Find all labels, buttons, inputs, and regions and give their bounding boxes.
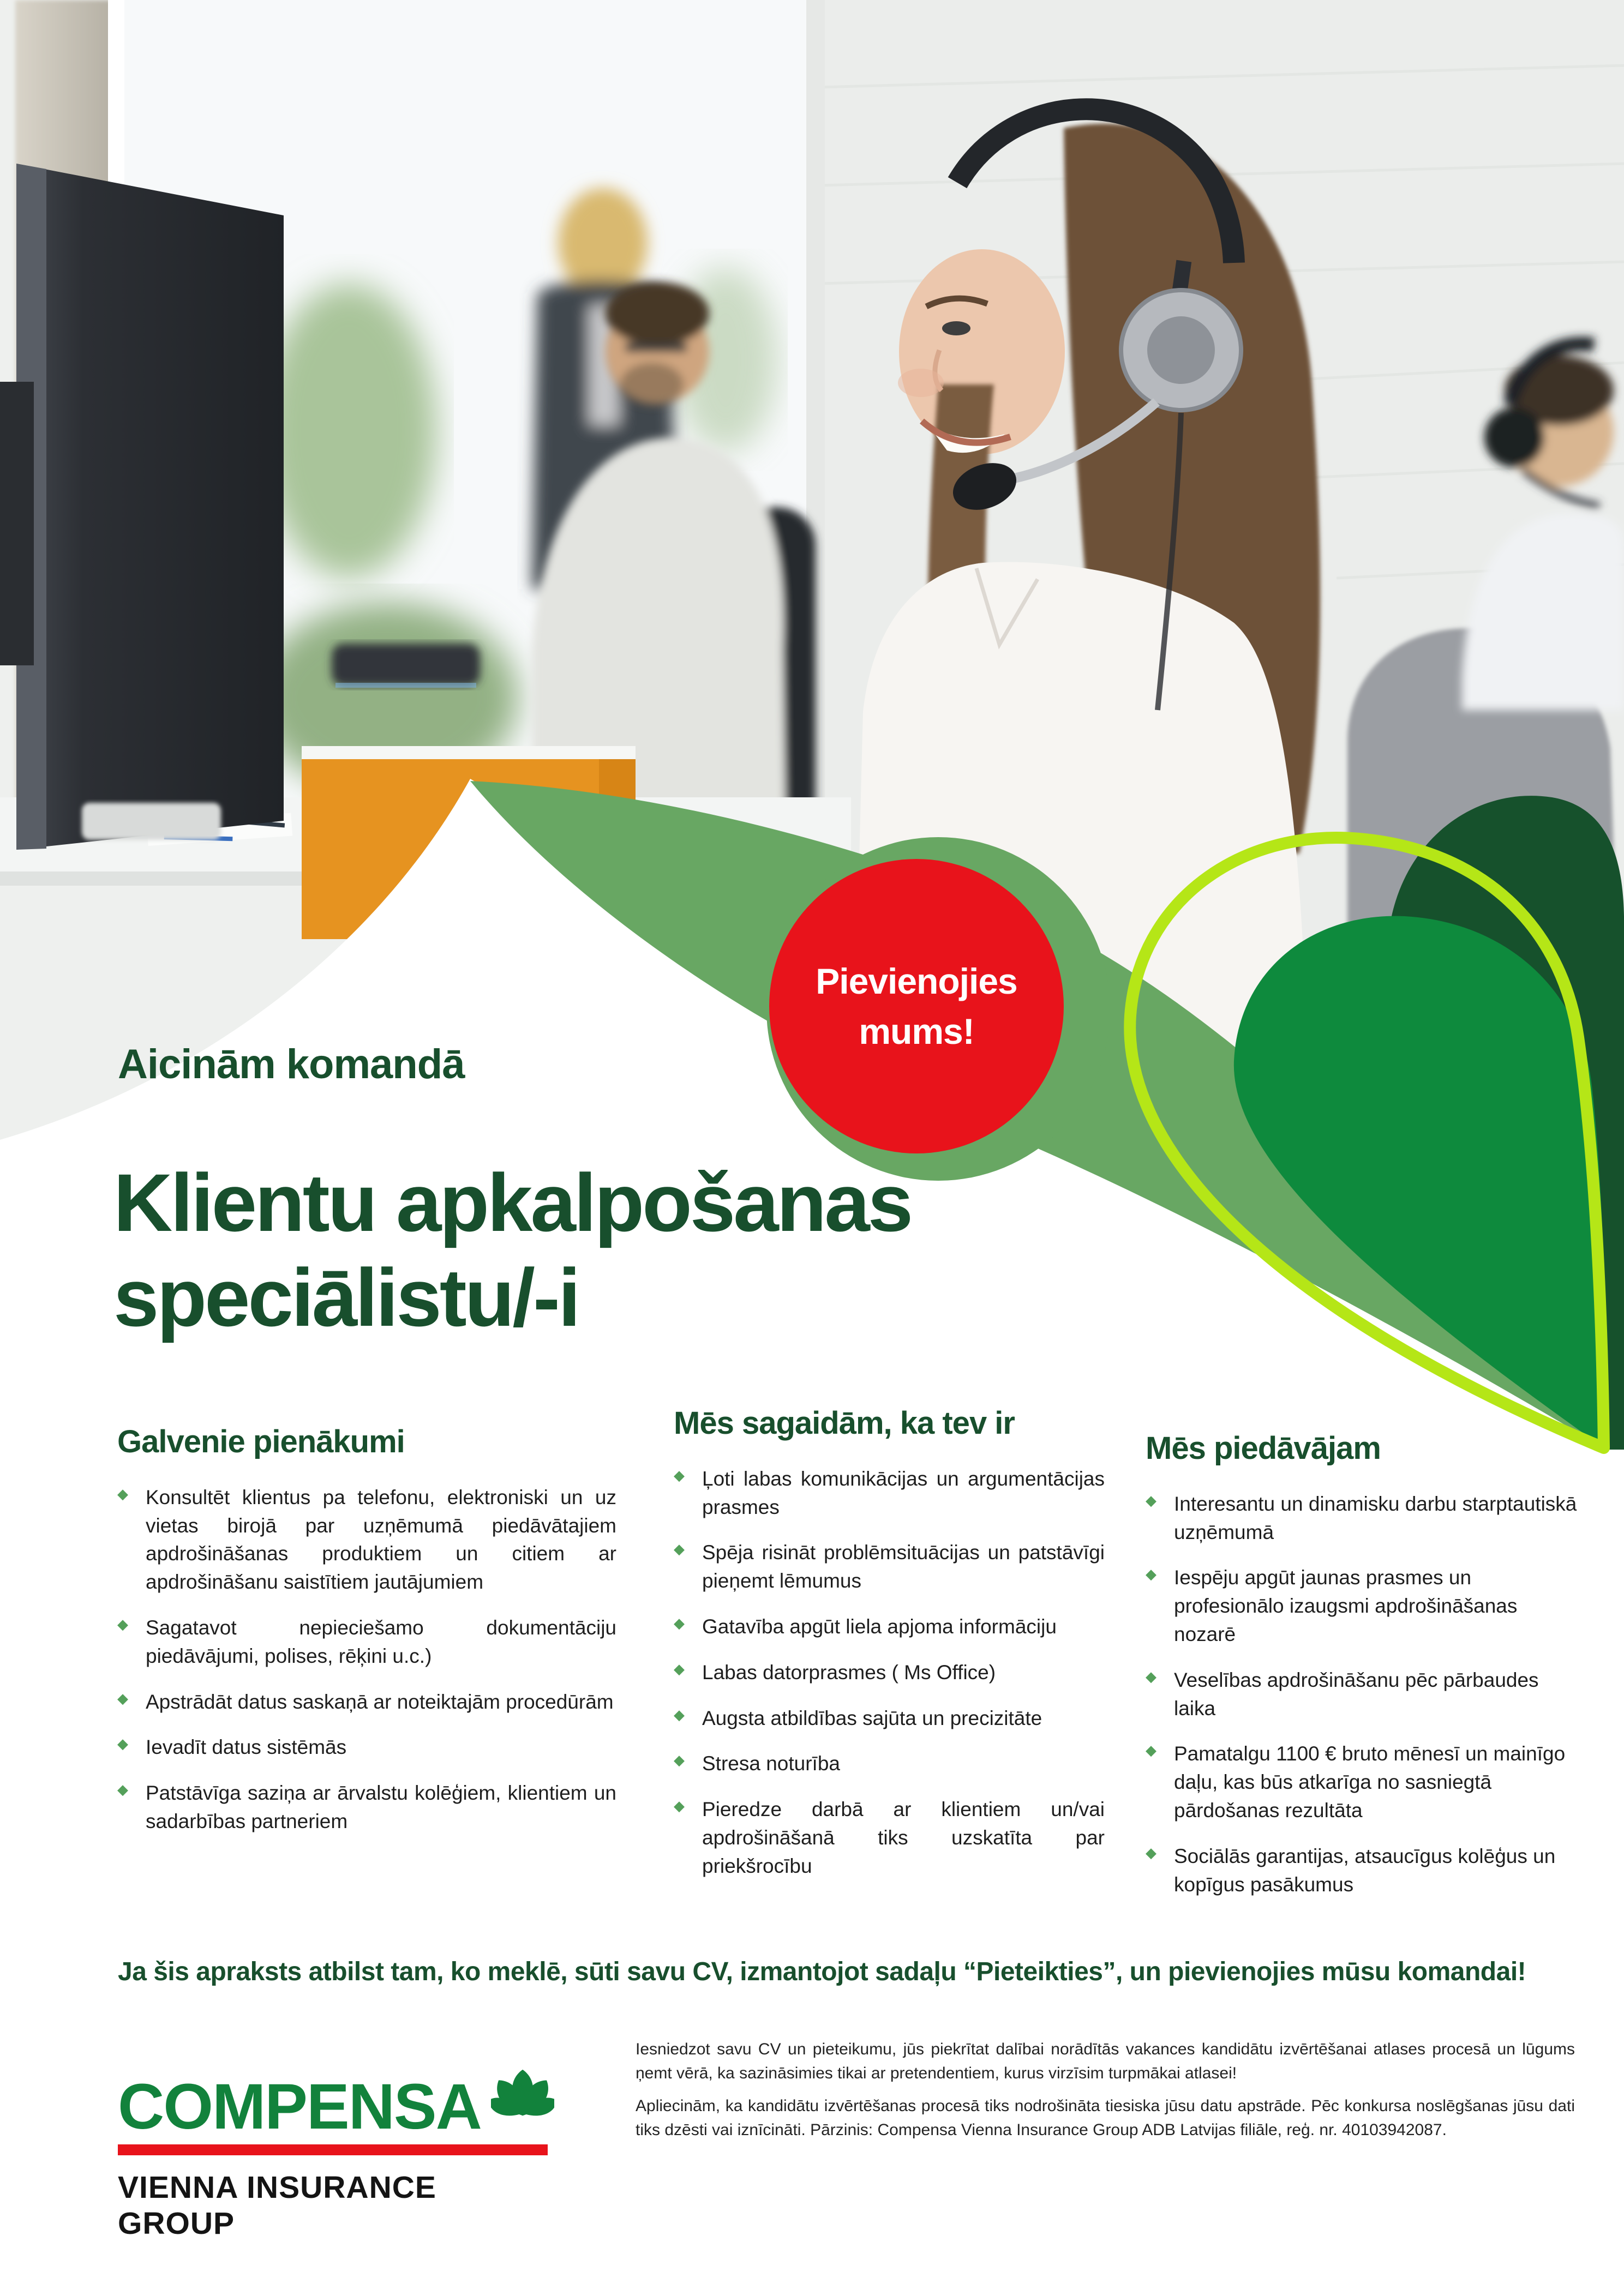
bullet-text: Ievadīt datus sistēmās — [146, 1736, 347, 1759]
bullet-text: Patstāvīga saziņa ar ārvalstu kolēģiem, klientiem un sadarbības partneriem — [146, 1782, 616, 1832]
keyboard-light — [335, 683, 476, 688]
diamond-bullet-icon — [674, 1753, 685, 1767]
compensa-fan-icon — [491, 2041, 554, 2139]
diamond-bullet-icon — [674, 1468, 685, 1482]
cabinet-top — [302, 746, 636, 760]
diamond-bullet-icon — [674, 1708, 685, 1722]
column-heading: Mēs sagaidām, ka tev ir — [674, 1405, 1015, 1441]
column-3 — [1146, 1406, 1582, 1916]
bullet-item — [674, 1750, 1105, 1778]
bullet-list — [117, 1483, 616, 1836]
bullet-text: Veselības apdrošināšanu pēc pārbaudes laika — [1174, 1668, 1539, 1720]
title-line-2: speciālistu/-i — [113, 1252, 579, 1343]
diamond-bullet-icon — [117, 1487, 128, 1501]
page-title — [113, 1155, 911, 1345]
bullet-item — [117, 1483, 616, 1596]
brand-wordmark: COMPENSA — [118, 2070, 481, 2143]
bullet-text: Iespēju apgūt jaunas prasmes un profesionālo izaugsmi apdrošināšanas nozarē — [1174, 1566, 1518, 1645]
badge-line-1: Pievienojies — [816, 961, 1017, 1001]
bullet-item — [674, 1465, 1105, 1522]
bullet-text: Sagatavot nepieciešamo dokumentāciju piedāvājumi, polises, rēķini u.c.) — [146, 1616, 616, 1667]
brand-row — [118, 2041, 554, 2143]
diamond-bullet-icon — [117, 1617, 128, 1631]
diamond-bullet-icon — [674, 1542, 685, 1556]
diamond-bullet-icon — [117, 1736, 128, 1751]
bullet-item — [1146, 1666, 1582, 1723]
bullet-text: Pamatalgu 1100 € bruto mēnesī un mainīgo daļu, kas būs atkarīga no sasniegtā pārdošanas rezultāta — [1174, 1742, 1566, 1822]
join-us-badge — [769, 859, 1064, 1153]
diamond-bullet-icon — [674, 1799, 685, 1813]
column-1 — [117, 1406, 616, 1916]
bullet-item — [117, 1688, 616, 1716]
bullet-text: Stresa noturība — [702, 1752, 840, 1775]
bullet-item — [117, 1733, 616, 1762]
bullet-text: Sociālās garantijas, atsaucīgus kolēģus un kopīgus pasākumus — [1174, 1844, 1556, 1896]
logo-red-rule — [118, 2144, 548, 2155]
bullet-text: Apstrādāt datus saskaņā ar noteiktajām procedūrām — [146, 1690, 614, 1713]
bullet-text: Gatavība apgūt liela apjoma informāciju — [702, 1615, 1057, 1638]
diamond-bullet-icon — [674, 1616, 685, 1630]
bullet-item — [117, 1614, 616, 1670]
columns — [117, 1406, 1585, 1916]
bullet-text: Interesantu un dinamisku darbu starptautiskā uzņēmumā — [1174, 1492, 1577, 1543]
bullet-text: Pieredze darbā ar klientiem un/vai apdrošināšanā tiks uzskatīta par priekšrocību — [702, 1798, 1105, 1877]
legal-paragraph-1: Iesniedzot savu CV un pieteikumu, jūs piekrītat dalībai norādītās vakances kandidātu izvērtēšanai atlases procesā un lūgums ņemt vērā, ka sazināsimies tikai ar pretendentiem, kurus virzīsim turpmākai atlasei! — [636, 2040, 1575, 2083]
bullet-item — [674, 1613, 1105, 1641]
bullet-text: Ļoti labas komunikācijas un argumentācijas prasmes — [702, 1467, 1105, 1518]
bullet-item — [674, 1795, 1105, 1880]
cta-line: Ja šis apraksts atbilst tam, ko meklē, sūti savu CV, izmantojot sadaļu “Pieteikties”, un pievienojies mūsu komandai! — [118, 1957, 1526, 1986]
diamond-bullet-icon — [1146, 1493, 1156, 1507]
bullet-item — [117, 1779, 616, 1836]
bullet-text: Labas datorprasmes ( Ms Office) — [702, 1661, 996, 1684]
title-line-1: Klientu apkalpošanas — [113, 1157, 912, 1248]
tree-blur — [262, 284, 436, 578]
bullet-item — [1146, 1842, 1582, 1899]
bullet-item — [1146, 1740, 1582, 1824]
bullet-list — [674, 1465, 1105, 1880]
bullet-text: Augsta atbildības sajūta un precizitāte — [702, 1706, 1042, 1729]
compensa-logo — [118, 2041, 554, 2241]
legal-text — [636, 2037, 1575, 2151]
badge-line-2: mums! — [859, 1011, 974, 1051]
bullet-item — [674, 1704, 1105, 1733]
legal-paragraph-2: Apliecinām, ka kandidātu izvērtēšanas procesā tiks nodrošināta tiesiska jūsu datu apstrāde. Pēc konkursa noslēgšanas jūsu dati tiks dzēsti vai iznīcināti. Pārzinis: Compensa Vienna Insurance Group ADB Latvijas filiāle, reģ. nr. 40103942087. — [636, 2097, 1575, 2139]
column-heading: Galvenie pienākumi — [117, 1424, 405, 1459]
eye — [942, 321, 970, 335]
bullet-item — [674, 1658, 1105, 1687]
bullet-text: Spēja risināt problēmsituācijas un patstāvīgi pieņemt lēmumus — [702, 1541, 1105, 1592]
bullet-list — [1146, 1490, 1582, 1899]
kicker: Aicinām komandā — [118, 1041, 465, 1087]
blush — [898, 369, 944, 397]
diamond-bullet-icon — [1146, 1669, 1156, 1684]
monitor-silhouette — [0, 164, 284, 850]
diamond-bullet-icon — [1146, 1743, 1156, 1757]
bullet-item — [674, 1538, 1105, 1595]
diamond-bullet-icon — [1146, 1846, 1156, 1860]
diamond-bullet-icon — [1146, 1567, 1156, 1581]
diamond-bullet-icon — [117, 1691, 128, 1705]
bullet-item — [1146, 1564, 1582, 1648]
logo-group-name: VIENNA INSURANCE GROUP — [118, 2170, 436, 2241]
column-2 — [674, 1406, 1105, 1916]
bullet-text: Konsultēt klientus pa telefonu, elektroniski un uz vietas birojā par uzņēmumā piedāvātajiem apdrošināšanas produktiem un citiem ar apdrošināšanu saistītiem jautājumiem — [146, 1486, 616, 1594]
diamond-bullet-icon — [117, 1782, 128, 1796]
keyboard — [332, 644, 480, 686]
bullet-item — [1146, 1490, 1582, 1547]
diamond-bullet-icon — [674, 1662, 685, 1676]
column-heading: Mēs piedāvājam — [1146, 1431, 1381, 1466]
